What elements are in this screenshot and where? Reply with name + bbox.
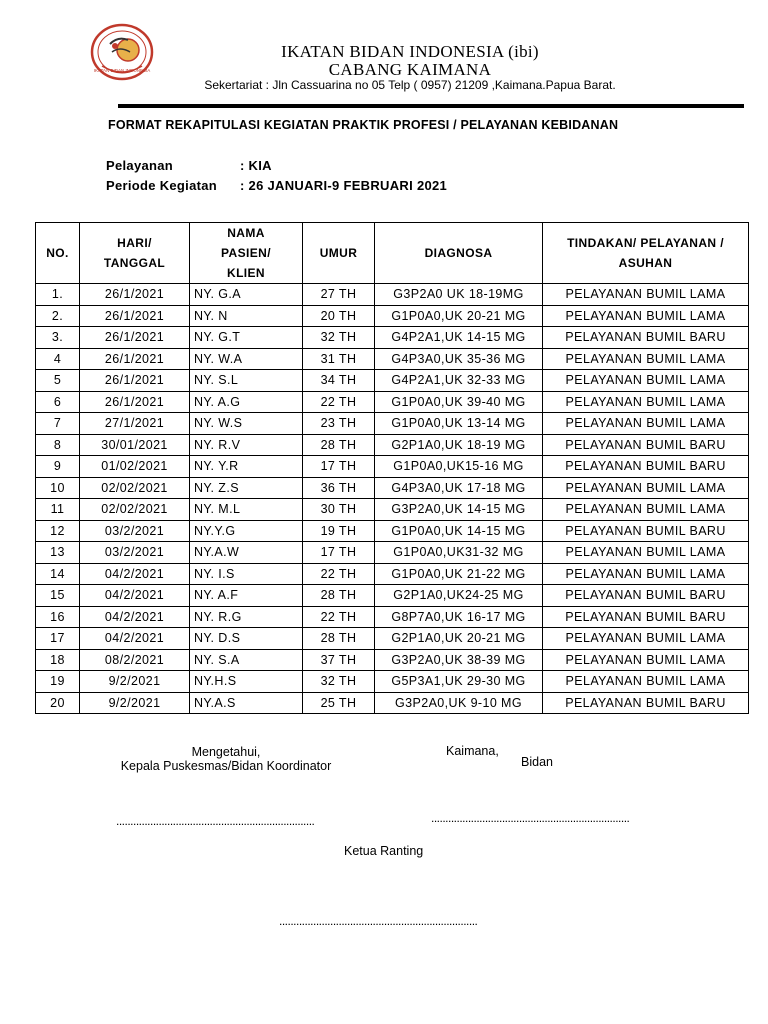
cell-tindakan: PELAYANAN BUMIL LAMA bbox=[543, 477, 749, 499]
table-row bbox=[36, 327, 749, 349]
table-row bbox=[36, 542, 749, 564]
cell-no: 3. bbox=[36, 327, 80, 349]
cell-no: 14 bbox=[36, 563, 80, 585]
cell-umur: 28 TH bbox=[303, 434, 375, 456]
cell-no: 12 bbox=[36, 520, 80, 542]
table-row bbox=[36, 628, 749, 650]
cell-diagnosa: G1P0A0,UK 14-15 MG bbox=[375, 520, 543, 542]
table-row bbox=[36, 413, 749, 435]
periode-label: Periode Kegiatan bbox=[106, 178, 217, 193]
cell-tindakan: PELAYANAN BUMIL LAMA bbox=[543, 563, 749, 585]
cell-diagnosa: G1P0A0,UK 21-22 MG bbox=[375, 563, 543, 585]
cell-tindakan: PELAYANAN BUMIL LAMA bbox=[543, 370, 749, 392]
table-row bbox=[36, 520, 749, 542]
cell-diagnosa: G3P2A0,UK 38-39 MG bbox=[375, 649, 543, 671]
secretariat-address: Sekertariat : Jln Cassuarina no 05 Telp ( 0957) 21209 ,Kaimana.Papua Barat. bbox=[204, 78, 616, 92]
table-row bbox=[36, 284, 749, 306]
cell-diagnosa: G2P1A0,UK24-25 MG bbox=[375, 585, 543, 607]
header-nama bbox=[190, 223, 303, 284]
table-row bbox=[36, 692, 749, 714]
cell-tanggal: 30/01/2021 bbox=[80, 434, 190, 456]
organization-name: IKATAN BIDAN INDONESIA (ibi) bbox=[281, 42, 539, 61]
cell-umur: 34 TH bbox=[303, 370, 375, 392]
cell-nama: NY. N bbox=[190, 305, 303, 327]
cell-umur: 25 TH bbox=[303, 692, 375, 714]
cell-nama: NY. A.F bbox=[190, 585, 303, 607]
mengetahui-block bbox=[110, 745, 342, 773]
cell-nama: NY. R.G bbox=[190, 606, 303, 628]
header-umur: UMUR bbox=[303, 223, 375, 284]
cell-no: 4 bbox=[36, 348, 80, 370]
cell-tindakan: PELAYANAN BUMIL LAMA bbox=[543, 305, 749, 327]
header-hari-line: HARI/ bbox=[117, 236, 152, 250]
cell-tindakan: PELAYANAN BUMIL LAMA bbox=[543, 628, 749, 650]
cell-umur: 27 TH bbox=[303, 284, 375, 306]
header-tanggal-line: TANGGAL bbox=[103, 256, 166, 270]
cell-tanggal: 26/1/2021 bbox=[80, 391, 190, 413]
cell-nama: NY. G.A bbox=[190, 284, 303, 306]
cell-no: 5 bbox=[36, 370, 80, 392]
pelayanan-value: : KIA bbox=[240, 158, 272, 173]
cell-no: 18 bbox=[36, 649, 80, 671]
cell-tindakan: PELAYANAN BUMIL BARU bbox=[543, 606, 749, 628]
cell-nama: NY. Z.S bbox=[190, 477, 303, 499]
cell-umur: 32 TH bbox=[303, 327, 375, 349]
table-row bbox=[36, 606, 749, 628]
cell-nama: NY. A.G bbox=[190, 391, 303, 413]
table-row bbox=[36, 671, 749, 693]
cell-tindakan: PELAYANAN BUMIL LAMA bbox=[543, 499, 749, 521]
cell-umur: 28 TH bbox=[303, 628, 375, 650]
document-title: FORMAT REKAPITULASI KEGIATAN PRAKTIK PROFESI / PELAYANAN KEBIDANAN bbox=[108, 118, 619, 132]
cell-umur: 32 TH bbox=[303, 671, 375, 693]
table-row bbox=[36, 649, 749, 671]
cell-nama: NY. W.S bbox=[190, 413, 303, 435]
cell-tanggal: 04/2/2021 bbox=[80, 563, 190, 585]
cell-nama: NY. D.S bbox=[190, 628, 303, 650]
cell-diagnosa: G2P1A0,UK 20-21 MG bbox=[375, 628, 543, 650]
cell-tanggal: 02/02/2021 bbox=[80, 499, 190, 521]
cell-tindakan: PELAYANAN BUMIL LAMA bbox=[543, 348, 749, 370]
cell-tanggal: 02/02/2021 bbox=[80, 477, 190, 499]
cell-nama: NY. G.T bbox=[190, 327, 303, 349]
cell-tanggal: 08/2/2021 bbox=[80, 649, 190, 671]
header-nama-line1: NAMA bbox=[227, 226, 265, 240]
cell-diagnosa: G8P7A0,UK 16-17 MG bbox=[375, 606, 543, 628]
cell-tindakan: PELAYANAN BUMIL LAMA bbox=[543, 671, 749, 693]
cell-umur: 19 TH bbox=[303, 520, 375, 542]
cell-umur: 17 TH bbox=[303, 456, 375, 478]
table-row bbox=[36, 391, 749, 413]
cell-umur: 28 TH bbox=[303, 585, 375, 607]
pelayanan-label: Pelayanan bbox=[106, 158, 174, 173]
cell-tindakan: PELAYANAN BUMIL LAMA bbox=[543, 284, 749, 306]
cell-tanggal: 04/2/2021 bbox=[80, 585, 190, 607]
header-nama-line2: PASIEN/ bbox=[221, 246, 271, 260]
cell-diagnosa: G2P1A0,UK 18-19 MG bbox=[375, 434, 543, 456]
signature-line-kepala: ...................................................................... bbox=[116, 814, 315, 828]
cell-nama: NY.A.W bbox=[190, 542, 303, 564]
cell-diagnosa: G3P2A0,UK 14-15 MG bbox=[375, 499, 543, 521]
cell-diagnosa: G4P3A0,UK 17-18 MG bbox=[375, 477, 543, 499]
cell-nama: NY. I.S bbox=[190, 563, 303, 585]
cell-no: 13 bbox=[36, 542, 80, 564]
cell-tindakan: PELAYANAN BUMIL BARU bbox=[543, 327, 749, 349]
cell-nama: NY.A.S bbox=[190, 692, 303, 714]
cell-umur: 37 TH bbox=[303, 649, 375, 671]
cell-tindakan: PELAYANAN BUMIL BARU bbox=[543, 456, 749, 478]
cell-umur: 30 TH bbox=[303, 499, 375, 521]
table-row bbox=[36, 348, 749, 370]
cell-no: 19 bbox=[36, 671, 80, 693]
cell-umur: 17 TH bbox=[303, 542, 375, 564]
cell-tindakan: PELAYANAN BUMIL LAMA bbox=[543, 542, 749, 564]
cell-diagnosa: G1P0A0,UK 20-21 MG bbox=[375, 305, 543, 327]
cell-diagnosa: G1P0A0,UK31-32 MG bbox=[375, 542, 543, 564]
cell-tanggal: 26/1/2021 bbox=[80, 327, 190, 349]
cell-diagnosa: G3P2A0 UK 18-19MG bbox=[375, 284, 543, 306]
cell-no: 20 bbox=[36, 692, 80, 714]
table-row bbox=[36, 305, 749, 327]
ketua-ranting-label: Ketua Ranting bbox=[344, 844, 424, 858]
cell-tanggal: 9/2/2021 bbox=[80, 692, 190, 714]
cell-no: 9 bbox=[36, 456, 80, 478]
cell-diagnosa: G3P2A0,UK 9-10 MG bbox=[375, 692, 543, 714]
cell-diagnosa: G1P0A0,UK15-16 MG bbox=[375, 456, 543, 478]
header-hari-tanggal bbox=[80, 223, 190, 284]
cell-tindakan: PELAYANAN BUMIL LAMA bbox=[543, 391, 749, 413]
cell-no: 16 bbox=[36, 606, 80, 628]
cell-tindakan: PELAYANAN BUMIL LAMA bbox=[543, 649, 749, 671]
table-row bbox=[36, 477, 749, 499]
cell-diagnosa: G1P0A0,UK 13-14 MG bbox=[375, 413, 543, 435]
cell-umur: 23 TH bbox=[303, 413, 375, 435]
kaimana-place: Kaimana, bbox=[446, 744, 499, 758]
cell-tanggal: 26/1/2021 bbox=[80, 348, 190, 370]
signature-line-bidan: ...................................................................... bbox=[431, 811, 630, 825]
cell-no: 6 bbox=[36, 391, 80, 413]
cell-tanggal: 26/1/2021 bbox=[80, 305, 190, 327]
cell-diagnosa: G4P2A1,UK 32-33 MG bbox=[375, 370, 543, 392]
cell-tanggal: 04/2/2021 bbox=[80, 606, 190, 628]
cell-umur: 36 TH bbox=[303, 477, 375, 499]
cell-umur: 20 TH bbox=[303, 305, 375, 327]
cell-no: 1. bbox=[36, 284, 80, 306]
header-no: NO. bbox=[36, 223, 80, 284]
cell-umur: 31 TH bbox=[303, 348, 375, 370]
bidan-label: Bidan bbox=[521, 755, 553, 769]
cell-tanggal: 26/1/2021 bbox=[80, 284, 190, 306]
cell-no: 11 bbox=[36, 499, 80, 521]
cell-nama: NY. Y.R bbox=[190, 456, 303, 478]
cell-nama: NY. M.L bbox=[190, 499, 303, 521]
cell-no: 7 bbox=[36, 413, 80, 435]
cell-no: 10 bbox=[36, 477, 80, 499]
svg-text:IKATAN BIDAN INDONESIA: IKATAN BIDAN INDONESIA bbox=[93, 68, 151, 73]
table-row bbox=[36, 456, 749, 478]
cell-diagnosa: G1P0A0,UK 39-40 MG bbox=[375, 391, 543, 413]
cell-tindakan: PELAYANAN BUMIL BARU bbox=[543, 434, 749, 456]
cell-diagnosa: G4P3A0,UK 35-36 MG bbox=[375, 348, 543, 370]
signature-line-ketua: ...................................................................... bbox=[279, 914, 478, 928]
table-row bbox=[36, 370, 749, 392]
cell-nama: NY. S.L bbox=[190, 370, 303, 392]
cell-nama: NY. W.A bbox=[190, 348, 303, 370]
cell-tanggal: 04/2/2021 bbox=[80, 628, 190, 650]
cell-tindakan: PELAYANAN BUMIL BARU bbox=[543, 585, 749, 607]
cell-tanggal: 03/2/2021 bbox=[80, 542, 190, 564]
cell-no: 8 bbox=[36, 434, 80, 456]
header-diagnosa: DIAGNOSA bbox=[375, 223, 543, 284]
cell-diagnosa: G4P2A1,UK 14-15 MG bbox=[375, 327, 543, 349]
cell-nama: NY. S.A bbox=[190, 649, 303, 671]
cell-tindakan: PELAYANAN BUMIL BARU bbox=[543, 520, 749, 542]
cell-umur: 22 TH bbox=[303, 606, 375, 628]
cell-no: 15 bbox=[36, 585, 80, 607]
cell-tanggal: 01/02/2021 bbox=[80, 456, 190, 478]
table-row bbox=[36, 434, 749, 456]
cell-nama: NY.H.S bbox=[190, 671, 303, 693]
table-header-row bbox=[36, 223, 749, 284]
cell-tanggal: 27/1/2021 bbox=[80, 413, 190, 435]
cell-nama: NY.Y.G bbox=[190, 520, 303, 542]
cell-umur: 22 TH bbox=[303, 563, 375, 585]
cell-tanggal: 03/2/2021 bbox=[80, 520, 190, 542]
table-row bbox=[36, 585, 749, 607]
cell-nama: NY. R.V bbox=[190, 434, 303, 456]
table-body bbox=[36, 284, 749, 714]
rekap-table bbox=[35, 222, 749, 714]
cell-no: 2. bbox=[36, 305, 80, 327]
branch-name: CABANG KAIMANA bbox=[328, 60, 492, 79]
header-nama-line3: KLIEN bbox=[227, 266, 265, 280]
cell-tanggal: 9/2/2021 bbox=[80, 671, 190, 693]
pelayanan-line bbox=[106, 158, 272, 173]
header-tindakan-line1: TINDAKAN/ PELAYANAN / bbox=[567, 236, 724, 250]
table-row bbox=[36, 563, 749, 585]
header-tindakan-line2: ASUHAN bbox=[618, 256, 673, 270]
header-divider bbox=[118, 104, 744, 108]
cell-umur: 22 TH bbox=[303, 391, 375, 413]
cell-tindakan: PELAYANAN BUMIL LAMA bbox=[543, 413, 749, 435]
cell-tindakan: PELAYANAN BUMIL BARU bbox=[543, 692, 749, 714]
cell-no: 17 bbox=[36, 628, 80, 650]
mengetahui-label: Mengetahui, bbox=[191, 745, 261, 759]
cell-tanggal: 26/1/2021 bbox=[80, 370, 190, 392]
periode-value: : 26 JANUARI-9 FEBRUARI 2021 bbox=[240, 178, 448, 193]
cell-diagnosa: G5P3A1,UK 29-30 MG bbox=[375, 671, 543, 693]
header-tindakan bbox=[543, 223, 749, 284]
kepala-label: Kepala Puskesmas/Bidan Koordinator bbox=[120, 759, 332, 773]
periode-line bbox=[106, 178, 447, 193]
table-row bbox=[36, 499, 749, 521]
